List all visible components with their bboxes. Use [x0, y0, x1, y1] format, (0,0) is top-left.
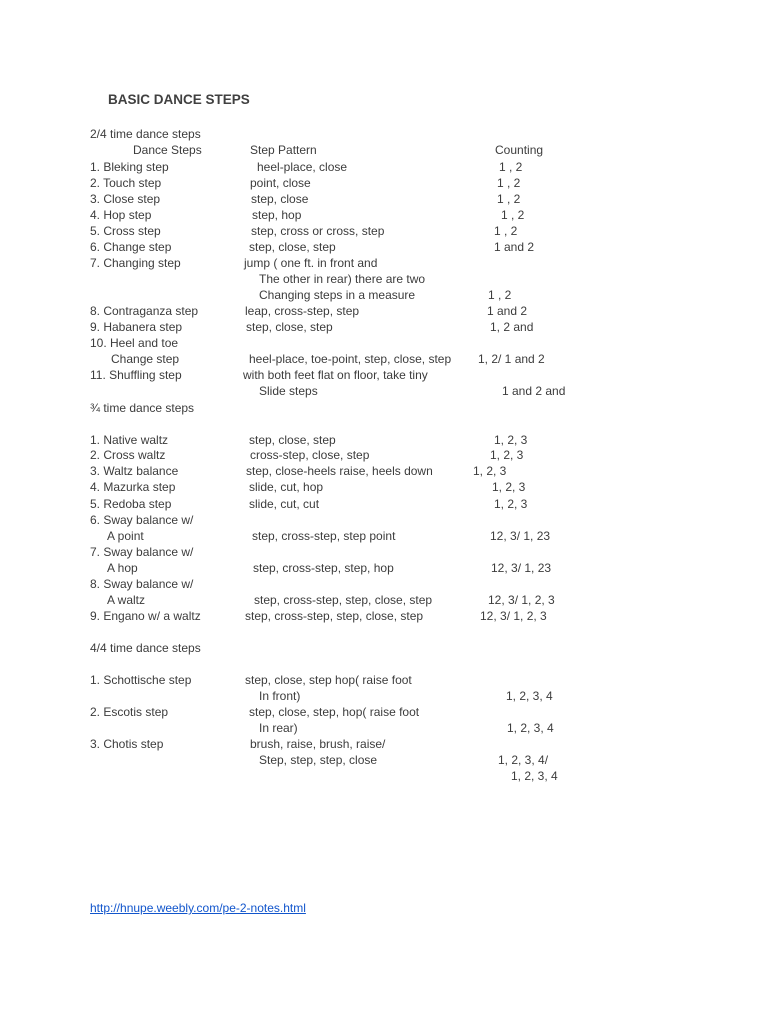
table-row — [0, 512, 768, 528]
dance-step-name: 1. Schottische step — [90, 673, 192, 687]
step-pattern: Changing steps in a measure — [259, 288, 416, 302]
counting: 1, 2, 3 — [494, 497, 528, 511]
page-title: BASIC DANCE STEPS — [108, 92, 250, 107]
table-row — [0, 126, 768, 142]
step-pattern: Step Pattern — [250, 143, 317, 157]
dance-step-name: 5. Redoba step — [90, 497, 172, 511]
counting: 1 , 2 — [494, 224, 518, 238]
table-row — [0, 592, 768, 608]
table-row — [0, 432, 768, 448]
counting: 1 and 2 — [494, 240, 535, 254]
dance-step-name: A point — [107, 529, 144, 543]
step-pattern: step, close, step hop( raise foot — [245, 673, 412, 687]
table-row — [0, 335, 768, 351]
step-pattern: step, hop — [252, 208, 302, 222]
table-row — [0, 287, 768, 303]
step-pattern: step, close, step — [246, 320, 333, 334]
counting: 1 , 2 — [501, 208, 525, 222]
counting: 1, 2, 3 — [492, 480, 526, 494]
table-row — [0, 704, 768, 720]
table-row — [0, 608, 768, 624]
counting: 1, 2, 3, 4 — [507, 721, 554, 735]
step-pattern: step, close, step — [249, 433, 336, 447]
dance-step-name: 8. Sway balance w/ — [90, 577, 194, 591]
dance-step-name: ¾ time dance steps — [90, 401, 195, 415]
counting: 1, 2/ 1 and 2 — [478, 352, 545, 366]
table-row — [0, 191, 768, 207]
dance-step-name: 3. Close step — [90, 192, 161, 206]
counting: 12, 3/ 1, 23 — [491, 561, 552, 575]
step-pattern: Step, step, step, close — [259, 753, 378, 767]
step-pattern: step, cross-step, step, close, step — [254, 593, 433, 607]
step-pattern: step, close, step, hop( raise foot — [249, 705, 420, 719]
table-row — [0, 303, 768, 319]
dance-step-name: 10. Heel and toe — [90, 336, 179, 350]
counting: 1 , 2 — [497, 176, 521, 190]
table-row — [0, 142, 768, 158]
step-pattern: step, cross or cross, step — [251, 224, 385, 238]
step-pattern: cross-step, close, step — [250, 448, 370, 462]
dance-step-name: 7. Changing step — [90, 256, 181, 270]
table-row — [0, 223, 768, 239]
step-pattern: step, close — [251, 192, 309, 206]
table-row — [0, 720, 768, 736]
table-row — [0, 239, 768, 255]
dance-step-name: 7. Sway balance w/ — [90, 545, 194, 559]
step-pattern: brush, raise, brush, raise/ — [250, 737, 386, 751]
step-pattern: slide, cut, cut — [249, 497, 320, 511]
table-row — [0, 752, 768, 768]
dance-step-name: 6. Change step — [90, 240, 172, 254]
dance-step-name: 2/4 time dance steps — [90, 127, 201, 141]
dance-step-name: 6. Sway balance w/ — [90, 513, 194, 527]
source-link[interactable]: http://hnupe.weebly.com/pe-2-notes.html — [90, 901, 306, 915]
table-row — [0, 560, 768, 576]
counting: Counting — [495, 143, 544, 157]
step-pattern: heel-place, close — [257, 160, 348, 174]
table-row — [0, 528, 768, 544]
dance-step-name: 11. Shuffling step — [90, 368, 182, 382]
step-pattern: jump ( one ft. in front and — [244, 256, 378, 270]
dance-step-name: 4. Mazurka step — [90, 480, 176, 494]
table-row — [0, 383, 768, 399]
dance-step-name: Dance Steps — [133, 143, 202, 157]
table-row — [0, 400, 768, 416]
counting: 1, 2, 3, 4/ — [498, 753, 549, 767]
step-pattern: step, close-heels raise, heels down — [246, 464, 433, 478]
dance-step-name: 4/4 time dance steps — [90, 641, 201, 655]
table-row — [0, 207, 768, 223]
table-row — [0, 688, 768, 704]
table-row — [0, 479, 768, 495]
table-row — [0, 271, 768, 287]
counting: 12, 3/ 1, 23 — [490, 529, 551, 543]
dance-step-name: 2. Touch step — [90, 176, 162, 190]
table-row — [0, 447, 768, 463]
dance-step-name: 1. Native waltz — [90, 433, 169, 447]
dance-step-name: 3. Chotis step — [90, 737, 164, 751]
step-pattern: slide, cut, hop — [249, 480, 324, 494]
dance-step-name: Change step — [111, 352, 180, 366]
dance-step-name: 1. Bleking step — [90, 160, 169, 174]
counting: 1, 2, 3, 4 — [511, 769, 558, 783]
counting: 1 and 2 — [487, 304, 528, 318]
dance-step-name: 3. Waltz balance — [90, 464, 179, 478]
dance-step-name: 4. Hop step — [90, 208, 152, 222]
table-row — [0, 672, 768, 688]
table-row — [0, 175, 768, 191]
counting: 1, 2, 3 — [473, 464, 507, 478]
step-pattern: step, cross-step, step, close, step — [245, 609, 424, 623]
table-row — [0, 496, 768, 512]
table-row — [0, 367, 768, 383]
counting: 1 , 2 — [488, 288, 512, 302]
table-row — [0, 351, 768, 367]
table-row — [0, 159, 768, 175]
counting: 1, 2, 3 — [494, 433, 528, 447]
dance-step-name: 8. Contraganza step — [90, 304, 199, 318]
table-row — [0, 544, 768, 560]
dance-step-name: A hop — [107, 561, 138, 575]
counting: 1 , 2 — [497, 192, 521, 206]
table-row — [0, 640, 768, 656]
dance-step-name: 2. Escotis step — [90, 705, 169, 719]
dance-step-name: 9. Engano w/ a waltz — [90, 609, 201, 623]
dance-step-name: A waltz — [107, 593, 146, 607]
step-pattern: leap, cross-step, step — [245, 304, 360, 318]
table-row — [0, 736, 768, 752]
step-pattern: step, close, step — [249, 240, 336, 254]
step-pattern: In rear) — [259, 721, 298, 735]
step-pattern: heel-place, toe-point, step, close, step — [249, 352, 452, 366]
counting: 1, 2 and — [490, 320, 534, 334]
dance-step-name: 5. Cross step — [90, 224, 161, 238]
dance-step-name: 2. Cross waltz — [90, 448, 166, 462]
step-pattern: with both feet flat on floor, take tiny — [243, 368, 428, 382]
counting: 12, 3/ 1, 2, 3 — [488, 593, 555, 607]
counting: 12, 3/ 1, 2, 3 — [480, 609, 547, 623]
table-row — [0, 319, 768, 335]
step-pattern: step, cross-step, step, hop — [253, 561, 394, 575]
step-pattern: step, cross-step, step point — [252, 529, 396, 543]
table-row — [0, 255, 768, 271]
table-row — [0, 768, 768, 784]
table-row — [0, 463, 768, 479]
counting: 1 and 2 and — [502, 384, 566, 398]
counting: 1, 2, 3, 4 — [506, 689, 553, 703]
step-pattern: Slide steps — [259, 384, 318, 398]
step-pattern: In front) — [259, 689, 301, 703]
table-row — [0, 576, 768, 592]
counting: 1, 2, 3 — [490, 448, 524, 462]
step-pattern: The other in rear) there are two — [259, 272, 426, 286]
step-pattern: point, close — [250, 176, 311, 190]
dance-step-name: 9. Habanera step — [90, 320, 183, 334]
counting: 1 , 2 — [499, 160, 523, 174]
